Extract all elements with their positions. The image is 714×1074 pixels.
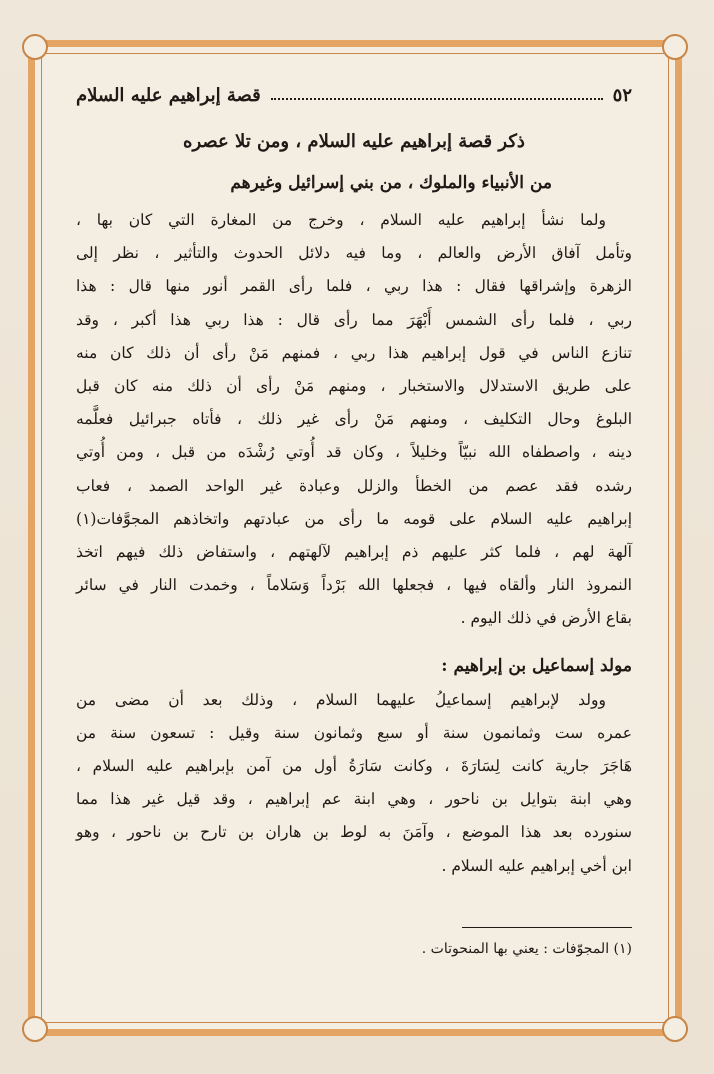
header-dot-leader bbox=[271, 98, 603, 100]
text-line: النمروذ النار وألقاه فيها ، فجعلها الله بَرْداً وَسَلاماً ، وخمدت النار في سائر bbox=[76, 576, 632, 595]
running-title: قصة إبراهيم عليه السلام bbox=[76, 84, 261, 106]
running-header bbox=[76, 78, 632, 112]
text-line: هَاجَرَ جارية كانت لِسَارَةَ ، وكانت سَارَةُ أول من آمن بإبراهيم عليه السلام ، bbox=[76, 757, 632, 776]
text-line: سنورده بعد هذا الموضع ، وآمَنَ به لوط بن هاران بن تارح بن ناحور ، وهو bbox=[76, 823, 632, 842]
text-line: على طريق الاستدلال والاستخبار ، ومنهم مَنْ رأى أن ذلك منه كان قبل bbox=[76, 377, 632, 396]
corner-ornament-icon bbox=[662, 34, 688, 60]
text-line: وولد لإبراهيم إسماعيلُ عليهما السلام ، وذلك بعد أن مضى من bbox=[76, 690, 606, 709]
subheading-birth-of-ismail: مولد إسماعيل بن إبراهيم : bbox=[441, 655, 632, 676]
text-line: دينه ، واصطفاه الله نبيّاً وخليلاً ، وكان قد أُوتي رُشْدَه من قبل ، ومن أُوتي bbox=[76, 443, 632, 462]
text-line: بقاع الأرض في ذلك اليوم . bbox=[460, 609, 632, 628]
text-line: رشده فقد عصم من الخطأ والزلل وعبادة غير الواحد الصمد ، فعاب bbox=[76, 476, 632, 495]
corner-ornament-icon bbox=[22, 34, 48, 60]
text-line: إبراهيم عليه السلام على قومه ما رأى من عبادتهم واتخاذهم المجوَّفات(١) bbox=[76, 509, 632, 528]
text-line: وتأمل آفاق الأرض والعالم ، وما فيه دلائل الحدوث والتأثير ، نظر إلى bbox=[76, 244, 632, 263]
text-line: الزهرة وإشراقها فقال : هذا ربي ، فلما رأى القمر أنور منها قال : هذا bbox=[76, 277, 632, 296]
page-content bbox=[76, 78, 632, 1008]
text-line: البلوغ وحال التكليف ، ومنهم مَنْ رأى غير ذلك ، فأتاه جبرائيل فعلَّمه bbox=[76, 410, 632, 429]
text-line: ابن أخي إبراهيم عليه السلام . bbox=[441, 856, 632, 875]
paragraph-birth-of-ismail bbox=[76, 684, 632, 883]
footnote: (١) المجوّفات : يعني بها المنحوتات . bbox=[421, 940, 632, 957]
text-line: وهي ابنة بتوايل بن ناحور ، وهي ابنة عم إبراهيم ، وقد قيل غير هذا مما bbox=[76, 790, 632, 809]
text-line: تنازع الناس في قول إبراهيم هذا ربي ، فمنهم مَنْ رأى أن ذلك كان منه bbox=[76, 343, 632, 362]
text-line: ربي ، فلما رأى الشمس أَبْهَرَ مما رأى قال : هذا ربي هذا أكبر ، وقد bbox=[76, 310, 632, 329]
text-line: ولما نشأ إبراهيم عليه السلام ، وخرج من المغارة التي كان بها ، bbox=[76, 211, 606, 229]
corner-ornament-icon bbox=[662, 1016, 688, 1042]
paragraph-creation-of-ibrahim bbox=[76, 204, 632, 636]
text-line: آلهة لهم ، فلما كثر عليهم ذم إبراهيم لآلهتهم ، واستفاض ذلك فيهم اتخذ bbox=[76, 543, 632, 562]
section-subtitle: من الأنبياء والملوك ، من بني إسرائيل وغيرهم bbox=[230, 173, 552, 193]
section-title: ذكر قصة إبراهيم عليه السلام ، ومن تلا عصره bbox=[183, 131, 525, 152]
text-line: عمره ست وثمانمون سنة أو سبع وثمانون سنة وقيل : تسعون سنة من bbox=[76, 723, 632, 742]
corner-ornament-icon bbox=[22, 1016, 48, 1042]
page-number: ٥٢ bbox=[612, 84, 632, 106]
footnote-divider bbox=[462, 927, 632, 928]
